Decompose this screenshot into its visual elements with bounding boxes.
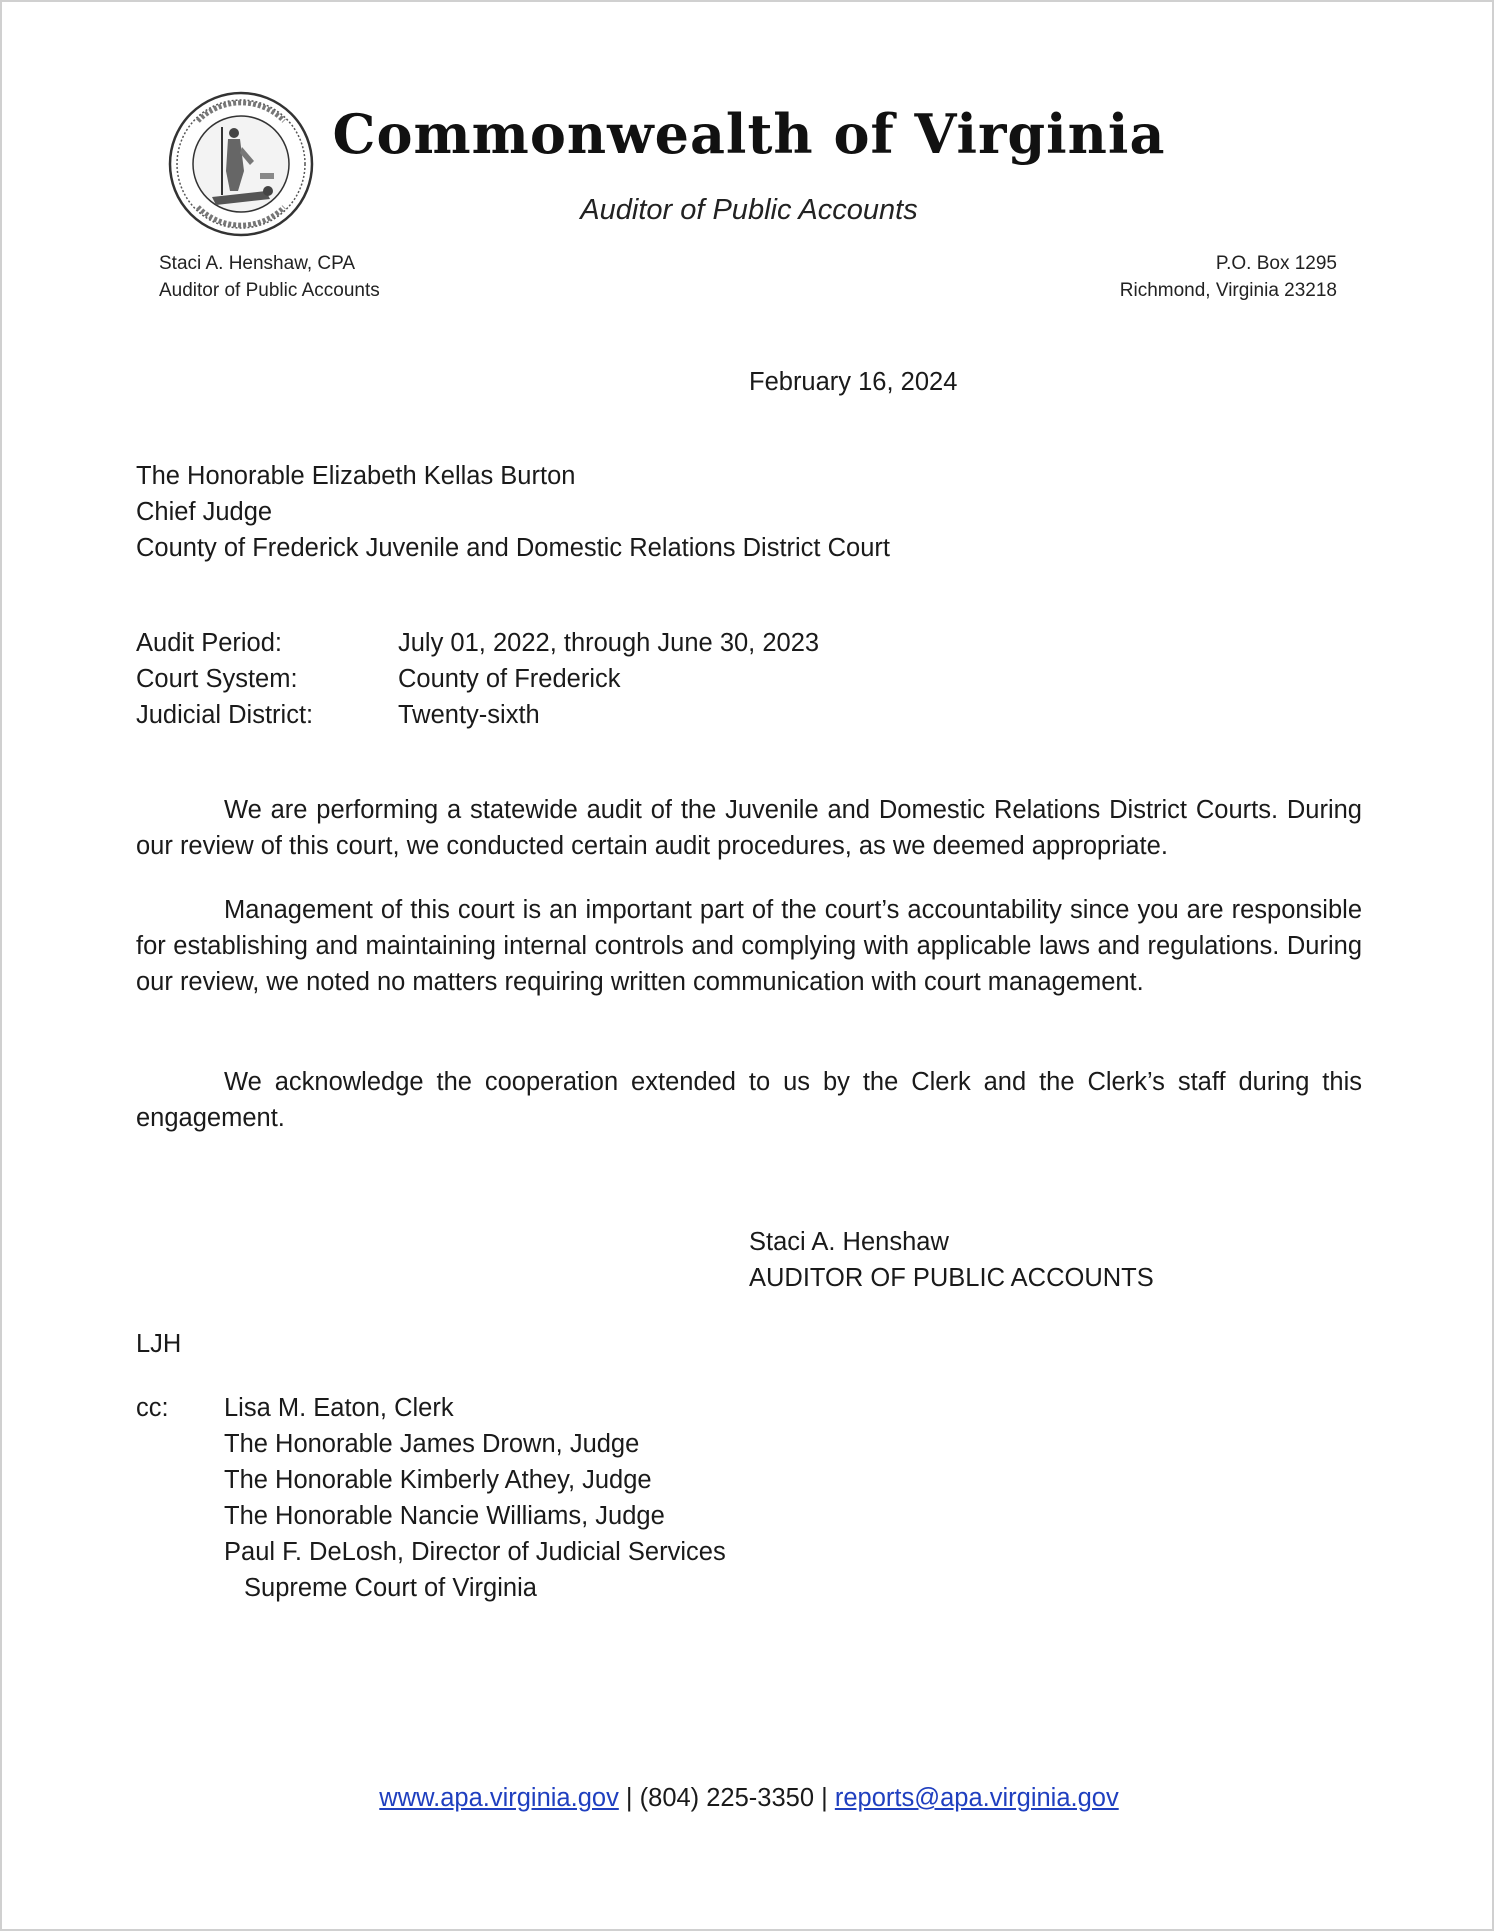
audit-info-row <box>136 697 819 733</box>
signature-block <box>749 1224 1154 1296</box>
letterhead-address <box>1120 250 1337 304</box>
letter-date: February 16, 2024 <box>749 368 958 396</box>
audit-info-row <box>136 625 819 661</box>
audit-info-value: County of Frederick <box>398 665 621 693</box>
recipient-line: The Honorable Elizabeth Kellas Burton <box>136 462 576 490</box>
cc-item: The Honorable James Drown, Judge <box>224 1430 640 1458</box>
phone-number: (804) 225-3350 <box>639 1784 815 1812</box>
sender-office: Auditor of Public Accounts <box>159 280 380 301</box>
audit-info-row <box>136 661 819 697</box>
audit-info-label: Court System: <box>136 665 298 693</box>
footer-separator: | <box>821 1784 828 1812</box>
audit-info-label: Judicial District: <box>136 701 314 729</box>
recipient-line: County of Frederick Juvenile and Domestic Relations District Court <box>136 534 890 562</box>
cc-item: Supreme Court of Virginia <box>244 1574 537 1602</box>
audit-info-value: July 01, 2022, through June 30, 2023 <box>398 629 820 657</box>
footer-separator: | <box>625 1784 633 1812</box>
body-paragraph: Management of this court is an important part of the court’s accountability since you are responsible for establishing and maintaining internal controls and complying with applicable laws and regulations. During our review, we noted no matters requiring written communication with court management. <box>136 896 1362 996</box>
website-link[interactable]: www.apa.virginia.gov <box>379 1784 619 1812</box>
body-paragraph: We acknowledge the cooperation extended to us by the Clerk and the Clerk’s staff during this engagement. <box>136 1068 1362 1132</box>
recipient-line: Chief Judge <box>136 498 273 526</box>
cc-item: Paul F. DeLosh, Director of Judicial Services <box>224 1538 726 1566</box>
address-city: Richmond, Virginia 23218 <box>1119 280 1337 301</box>
body-paragraph: We are performing a statewide audit of the Juvenile and Domestic Relations District Courts. During our review of this court, we conducted certain audit procedures, as we deemed appropriate. <box>136 796 1362 860</box>
address-po-box: P.O. Box 1295 <box>1215 253 1337 274</box>
email-link[interactable]: reports@apa.virginia.gov <box>834 1784 1119 1812</box>
audit-info-label: Audit Period: <box>136 629 283 657</box>
organization-subtitle: Auditor of Public Accounts <box>580 194 918 226</box>
cc-label: cc: <box>136 1394 169 1422</box>
recipient-block <box>136 458 890 566</box>
signature-title: AUDITOR OF PUBLIC ACCOUNTS <box>749 1264 1154 1292</box>
cc-item: The Honorable Nancie Williams, Judge <box>224 1502 665 1530</box>
footer <box>2 1780 1494 1816</box>
cc-item: Lisa M. Eaton, Clerk <box>224 1394 454 1422</box>
sender-name: Staci A. Henshaw, CPA <box>159 253 356 274</box>
signature-name: Staci A. Henshaw <box>749 1228 949 1256</box>
cc-item: The Honorable Kimberly Athey, Judge <box>224 1466 652 1494</box>
cc-list <box>224 1390 726 1606</box>
audit-info-block <box>136 625 819 733</box>
typist-initials: LJH <box>136 1330 182 1358</box>
letterhead-sender <box>159 250 380 304</box>
audit-info-value: Twenty-sixth <box>398 701 540 729</box>
organization-title: Commonwealth of Virginia <box>332 102 1166 166</box>
